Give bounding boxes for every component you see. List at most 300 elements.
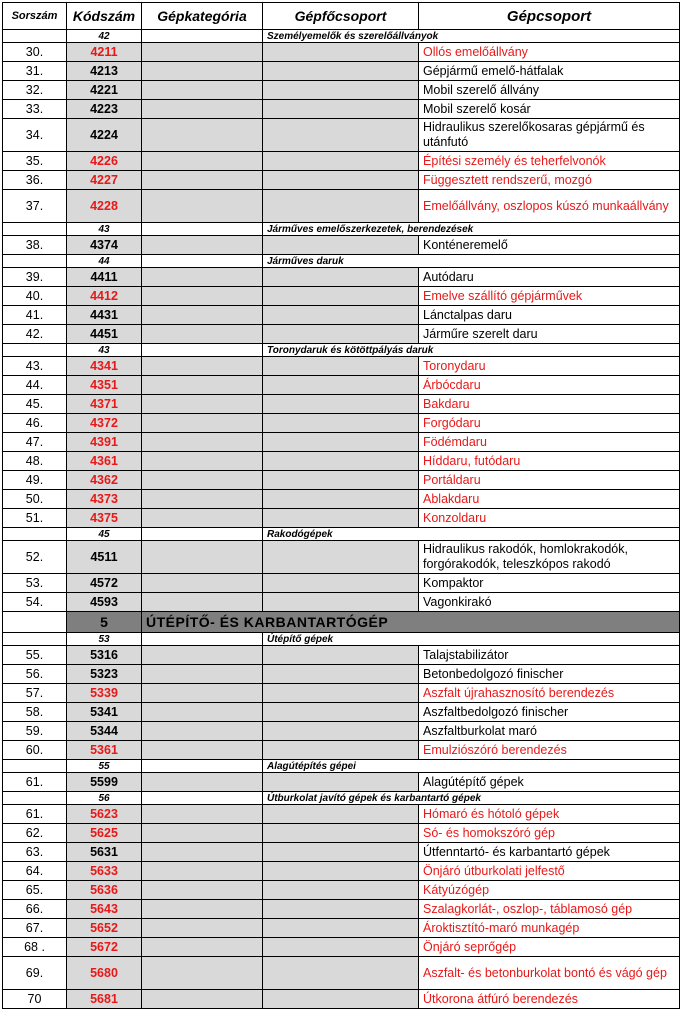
row-code: 4412 [67, 287, 142, 306]
row-category [142, 805, 263, 824]
row-group-name-text: Hidraulikus rakodók, homlokrakodók, forgórakodók, teleszkópos rakodó [423, 542, 628, 571]
row-number: 33. [3, 100, 67, 119]
row-main-group [263, 722, 419, 741]
row-group-name-text: Portáldaru [423, 472, 481, 487]
table-row [3, 843, 680, 862]
row-group-name-text: Hómaró és hótoló gépek [423, 806, 560, 821]
row-category [142, 152, 263, 171]
table-row [3, 287, 680, 306]
row-group-name [419, 593, 680, 612]
row-group-name-text: Építési személy és teherfelvonók [423, 153, 606, 168]
table-row [3, 919, 680, 938]
row-main-group [263, 119, 419, 152]
row-group-name-text: Konzoldaru [423, 510, 487, 525]
row-group-name-text: Emelőállvány, oszlopos kúszó munkaállvány [423, 198, 669, 213]
group-blank-1 [3, 255, 67, 268]
section-code: 5 [67, 612, 142, 633]
row-number: 44. [3, 376, 67, 395]
row-code: 4361 [67, 452, 142, 471]
row-code: 5361 [67, 741, 142, 760]
row-group-name-text: Gépjármű emelő-hátfalak [423, 63, 564, 78]
group-blank-1 [3, 30, 67, 43]
row-number: 48. [3, 452, 67, 471]
row-main-group [263, 919, 419, 938]
row-code: 4431 [67, 306, 142, 325]
table-row [3, 100, 680, 119]
group-row [3, 528, 680, 541]
row-main-group [263, 509, 419, 528]
row-number: 56. [3, 665, 67, 684]
row-main-group [263, 900, 419, 919]
row-group-name [419, 433, 680, 452]
row-number: 54. [3, 593, 67, 612]
group-blank-2 [142, 30, 263, 43]
row-code: 4391 [67, 433, 142, 452]
table-row [3, 490, 680, 509]
row-group-name [419, 414, 680, 433]
row-code: 5633 [67, 862, 142, 881]
row-main-group [263, 541, 419, 574]
table-row [3, 957, 680, 990]
group-blank-2 [142, 344, 263, 357]
row-group-name [419, 741, 680, 760]
row-number: 49. [3, 471, 67, 490]
row-category [142, 81, 263, 100]
row-code: 4373 [67, 490, 142, 509]
header-kodszam: Kódszám [67, 3, 142, 30]
row-category [142, 938, 263, 957]
row-group-name-text: Toronydaru [423, 358, 486, 373]
header-gepcsoport: Gépcsoport [419, 3, 680, 30]
group-title: Toronydaruk és kötöttpályás daruk [263, 344, 680, 357]
row-number: 47. [3, 433, 67, 452]
row-number: 70 [3, 990, 67, 1009]
row-code: 4221 [67, 81, 142, 100]
row-number: 45. [3, 395, 67, 414]
row-code: 4572 [67, 574, 142, 593]
row-category [142, 306, 263, 325]
row-number: 41. [3, 306, 67, 325]
row-main-group [263, 190, 419, 223]
row-group-name [419, 490, 680, 509]
row-number: 37. [3, 190, 67, 223]
group-blank-1 [3, 223, 67, 236]
row-category [142, 376, 263, 395]
row-category [142, 843, 263, 862]
row-group-name [419, 919, 680, 938]
table-row [3, 190, 680, 223]
row-group-name [419, 152, 680, 171]
row-group-name [419, 900, 680, 919]
group-blank-2 [142, 633, 263, 646]
table-row [3, 171, 680, 190]
row-group-name [419, 268, 680, 287]
group-title: Útburkolat javító gépek és karbantartó gépek [263, 792, 680, 805]
row-code: 4341 [67, 357, 142, 376]
row-number: 64. [3, 862, 67, 881]
row-number: 55. [3, 646, 67, 665]
row-group-name-text: Betonbedolgozó finischer [423, 666, 564, 681]
section-title: ÚTÉPÍTŐ- ÉS KARBANTARTÓGÉP [142, 612, 680, 633]
table-row [3, 152, 680, 171]
group-code: 43 [67, 223, 142, 236]
row-category [142, 395, 263, 414]
row-group-name [419, 395, 680, 414]
row-main-group [263, 824, 419, 843]
group-blank-2 [142, 792, 263, 805]
row-code: 4371 [67, 395, 142, 414]
row-category [142, 236, 263, 255]
row-code: 4228 [67, 190, 142, 223]
row-group-name-text: Hidraulikus szerelőkosaras gépjármű és utánfutó [423, 120, 645, 149]
row-group-name-text: Önjáró útburkolati jelfestő [423, 863, 565, 878]
row-group-name-text: Bakdaru [423, 396, 470, 411]
row-main-group [263, 684, 419, 703]
row-category [142, 665, 263, 684]
row-main-group [263, 843, 419, 862]
row-code: 5672 [67, 938, 142, 957]
row-category [142, 43, 263, 62]
row-group-name [419, 471, 680, 490]
table-row [3, 938, 680, 957]
row-category [142, 190, 263, 223]
row-number: 58. [3, 703, 67, 722]
row-number: 31. [3, 62, 67, 81]
row-category [142, 957, 263, 990]
group-code: 44 [67, 255, 142, 268]
row-category [142, 433, 263, 452]
group-blank-2 [142, 760, 263, 773]
row-code: 5631 [67, 843, 142, 862]
row-number: 53. [3, 574, 67, 593]
row-category [142, 646, 263, 665]
row-group-name-text: Aszfalt újrahasznosító berendezés [423, 685, 615, 700]
row-main-group [263, 574, 419, 593]
row-category [142, 574, 263, 593]
header-gepfocsoport: Gépfőcsoport [263, 3, 419, 30]
row-number: 32. [3, 81, 67, 100]
row-group-name-text: Aszfaltbedolgozó finischer [423, 704, 569, 719]
row-group-name [419, 646, 680, 665]
machine-catalog-table [2, 2, 680, 1009]
row-number: 66. [3, 900, 67, 919]
group-blank-1 [3, 633, 67, 646]
row-category [142, 100, 263, 119]
row-code: 5599 [67, 773, 142, 792]
row-main-group [263, 325, 419, 344]
group-row [3, 633, 680, 646]
table-row [3, 452, 680, 471]
row-category [142, 119, 263, 152]
row-number: 36. [3, 171, 67, 190]
row-group-name-text: Kátyúzógép [423, 882, 490, 897]
row-main-group [263, 452, 419, 471]
row-number: 61. [3, 773, 67, 792]
table-row [3, 376, 680, 395]
row-code: 5625 [67, 824, 142, 843]
row-category [142, 919, 263, 938]
table-row [3, 741, 680, 760]
row-group-name [419, 376, 680, 395]
table-row [3, 306, 680, 325]
group-title: Rakodógépek [263, 528, 680, 541]
row-number: 35. [3, 152, 67, 171]
row-group-name-text: Aszfalt- és betonburkolat bontó és vágó gép [423, 965, 667, 980]
table-row [3, 119, 680, 152]
row-code: 4224 [67, 119, 142, 152]
row-category [142, 471, 263, 490]
table-row [3, 395, 680, 414]
table-row [3, 541, 680, 574]
row-group-name [419, 119, 680, 152]
row-group-name [419, 100, 680, 119]
row-main-group [263, 376, 419, 395]
table-row [3, 773, 680, 792]
group-code: 55 [67, 760, 142, 773]
row-code: 4227 [67, 171, 142, 190]
row-group-name-text: Útkorona átfúró berendezés [423, 991, 578, 1006]
group-blank-1 [3, 792, 67, 805]
row-main-group [263, 414, 419, 433]
row-code: 5339 [67, 684, 142, 703]
group-row [3, 792, 680, 805]
row-group-name-text: Mobil szerelő kosár [423, 101, 531, 116]
row-category [142, 741, 263, 760]
row-group-name [419, 824, 680, 843]
row-code: 5323 [67, 665, 142, 684]
row-main-group [263, 81, 419, 100]
row-group-name [419, 190, 680, 223]
row-number: 34. [3, 119, 67, 152]
row-main-group [263, 862, 419, 881]
row-code: 5681 [67, 990, 142, 1009]
table-row [3, 990, 680, 1009]
row-group-name-text: Ablakdaru [423, 491, 480, 506]
table-body [3, 30, 680, 1009]
row-category [142, 824, 263, 843]
row-group-name [419, 325, 680, 344]
row-category [142, 593, 263, 612]
row-group-name-text: Ároktisztító-maró munkagép [423, 920, 580, 935]
row-group-name [419, 862, 680, 881]
row-main-group [263, 703, 419, 722]
row-number: 60. [3, 741, 67, 760]
table-row [3, 722, 680, 741]
row-category [142, 357, 263, 376]
table-row [3, 665, 680, 684]
row-group-name [419, 957, 680, 990]
table-row [3, 43, 680, 62]
row-number: 38. [3, 236, 67, 255]
section-blank [3, 612, 67, 633]
row-group-name-text: Híddaru, futódaru [423, 453, 521, 468]
row-code: 4411 [67, 268, 142, 287]
row-group-name [419, 805, 680, 824]
row-number: 67. [3, 919, 67, 938]
row-group-name [419, 773, 680, 792]
group-title: Személyemelők és szerelőállványok [263, 30, 680, 43]
group-code: 53 [67, 633, 142, 646]
row-category [142, 722, 263, 741]
row-category [142, 862, 263, 881]
table-row [3, 509, 680, 528]
table-row [3, 357, 680, 376]
group-row [3, 223, 680, 236]
row-group-name-text: Mobil szerelő állvány [423, 82, 540, 97]
row-main-group [263, 306, 419, 325]
row-number: 68 . [3, 938, 67, 957]
table-row [3, 646, 680, 665]
row-group-name-text: Vagonkirakó [423, 594, 492, 609]
row-main-group [263, 236, 419, 255]
group-row [3, 344, 680, 357]
row-number: 43. [3, 357, 67, 376]
row-code: 4511 [67, 541, 142, 574]
table-row [3, 881, 680, 900]
row-category [142, 171, 263, 190]
row-group-name [419, 509, 680, 528]
row-code: 4211 [67, 43, 142, 62]
row-code: 5680 [67, 957, 142, 990]
row-main-group [263, 593, 419, 612]
group-code: 43 [67, 344, 142, 357]
row-category [142, 881, 263, 900]
row-main-group [263, 100, 419, 119]
row-main-group [263, 395, 419, 414]
group-code: 42 [67, 30, 142, 43]
row-number: 65. [3, 881, 67, 900]
row-code: 4375 [67, 509, 142, 528]
row-category [142, 773, 263, 792]
group-blank-1 [3, 344, 67, 357]
table-row [3, 471, 680, 490]
group-code: 45 [67, 528, 142, 541]
row-group-name-text: Kompaktor [423, 575, 484, 590]
row-number: 52. [3, 541, 67, 574]
row-main-group [263, 268, 419, 287]
row-number: 50. [3, 490, 67, 509]
row-group-name-text: Önjáró seprőgép [423, 939, 517, 954]
row-category [142, 900, 263, 919]
table-row [3, 62, 680, 81]
row-group-name-text: Alagútépítő gépek [423, 774, 524, 789]
table-row [3, 325, 680, 344]
group-row [3, 255, 680, 268]
row-main-group [263, 171, 419, 190]
row-group-name-text: Függesztett rendszerű, mozgó [423, 172, 592, 187]
row-code: 5652 [67, 919, 142, 938]
header-row [3, 3, 680, 30]
row-group-name-text: Lánctalpas daru [423, 307, 512, 322]
header-gepkategoria: Gépkategória [142, 3, 263, 30]
group-title: Járműves daruk [263, 255, 680, 268]
table-row [3, 703, 680, 722]
row-group-name [419, 843, 680, 862]
row-main-group [263, 490, 419, 509]
row-category [142, 325, 263, 344]
table-row [3, 236, 680, 255]
row-main-group [263, 433, 419, 452]
row-code: 5636 [67, 881, 142, 900]
row-category [142, 684, 263, 703]
table-row [3, 574, 680, 593]
row-number: 62. [3, 824, 67, 843]
row-main-group [263, 62, 419, 81]
table-row [3, 433, 680, 452]
row-code: 5643 [67, 900, 142, 919]
row-group-name [419, 171, 680, 190]
row-group-name [419, 665, 680, 684]
row-group-name-text: Talajstabilizátor [423, 647, 509, 662]
row-group-name [419, 541, 680, 574]
row-group-name [419, 43, 680, 62]
header-sorszam: Sorszám [3, 3, 67, 30]
row-number: 57. [3, 684, 67, 703]
row-main-group [263, 805, 419, 824]
group-title: Járműves emelőszerkezetek, berendezések [263, 223, 680, 236]
row-group-name [419, 703, 680, 722]
row-main-group [263, 665, 419, 684]
row-number: 42. [3, 325, 67, 344]
row-group-name-text: Födémdaru [423, 434, 487, 449]
table-row [3, 414, 680, 433]
row-group-name [419, 81, 680, 100]
row-group-name-text: Emelve szállító gépjárművek [423, 288, 583, 303]
row-code: 4223 [67, 100, 142, 119]
row-category [142, 287, 263, 306]
row-group-name-text: Forgódaru [423, 415, 481, 430]
row-code: 5623 [67, 805, 142, 824]
row-category [142, 414, 263, 433]
row-main-group [263, 152, 419, 171]
table-row [3, 824, 680, 843]
row-number: 40. [3, 287, 67, 306]
row-group-name [419, 722, 680, 741]
group-blank-2 [142, 223, 263, 236]
row-main-group [263, 646, 419, 665]
row-group-name-text: Konténeremelő [423, 237, 508, 252]
row-category [142, 509, 263, 528]
row-code: 5344 [67, 722, 142, 741]
table-row [3, 900, 680, 919]
row-group-name [419, 357, 680, 376]
table-row [3, 268, 680, 287]
row-group-name [419, 287, 680, 306]
row-category [142, 541, 263, 574]
row-category [142, 490, 263, 509]
row-code: 5316 [67, 646, 142, 665]
group-blank-2 [142, 528, 263, 541]
row-group-name [419, 236, 680, 255]
row-group-name-text: Ollós emelőállvány [423, 44, 528, 59]
table-row [3, 593, 680, 612]
row-code: 4593 [67, 593, 142, 612]
row-number: 63. [3, 843, 67, 862]
row-number: 51. [3, 509, 67, 528]
row-group-name-text: Járműre szerelt daru [423, 326, 538, 341]
row-code: 4213 [67, 62, 142, 81]
row-code: 4372 [67, 414, 142, 433]
group-blank-2 [142, 255, 263, 268]
row-main-group [263, 773, 419, 792]
row-code: 4362 [67, 471, 142, 490]
row-category [142, 990, 263, 1009]
row-group-name [419, 938, 680, 957]
row-group-name [419, 62, 680, 81]
row-number: 69. [3, 957, 67, 990]
row-main-group [263, 938, 419, 957]
row-group-name [419, 452, 680, 471]
